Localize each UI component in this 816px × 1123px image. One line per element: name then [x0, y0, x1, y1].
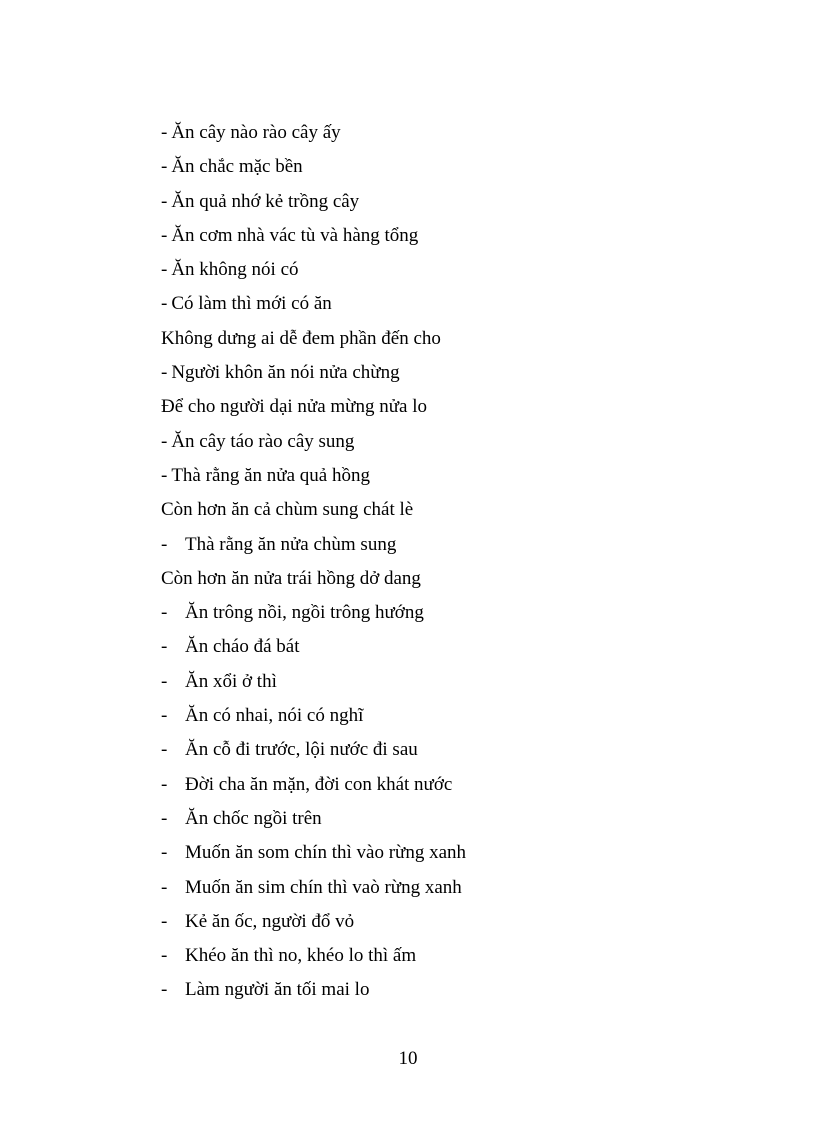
- proverb-text: Ăn có nhai, nói có nghĩ: [185, 705, 364, 727]
- proverb-text: Ăn chắc mặc bền: [171, 156, 303, 178]
- proverb-line: [161, 219, 761, 253]
- proverb-text: Thà rằng ăn nửa quả hồng: [171, 464, 370, 486]
- proverb-text: Không dưng ai dễ đem phần đến cho: [161, 327, 441, 349]
- proverb-text: Ăn cơm nhà vác tù và hàng tổng: [171, 224, 419, 246]
- proverb-line: [161, 905, 761, 939]
- proverb-line: [161, 596, 761, 630]
- proverb-line: [161, 185, 761, 219]
- line-dash-marker: -: [161, 293, 168, 315]
- proverb-line: [161, 356, 761, 390]
- line-dash-marker: -: [161, 876, 168, 898]
- proverb-text: Ăn không nói có: [171, 259, 299, 281]
- proverb-line: [161, 528, 761, 562]
- proverb-text: Còn hơn ăn nửa trái hồng dở dang: [161, 567, 421, 589]
- line-dash-marker: -: [161, 362, 168, 384]
- proverb-line: [161, 699, 761, 733]
- line-dash-marker: -: [161, 773, 168, 795]
- proverb-text: Để cho người dại nửa mừng nửa lo: [161, 396, 427, 418]
- line-dash-marker: -: [161, 739, 168, 761]
- proverb-text: Thà rằng ăn nửa chùm sung: [185, 533, 397, 555]
- proverb-text: Ăn trông nồi, ngồi trông hướng: [185, 602, 424, 624]
- proverb-text: Ăn cỗ đi trước, lội nước đi sau: [185, 739, 418, 761]
- proverb-line: [161, 665, 761, 699]
- proverb-text: Còn hơn ăn cả chùm sung chát lè: [161, 499, 414, 521]
- line-dash-marker: -: [161, 602, 168, 624]
- line-dash-marker: -: [161, 670, 168, 692]
- line-dash-marker: -: [161, 705, 168, 727]
- line-dash-marker: -: [161, 533, 168, 555]
- line-dash-marker: -: [161, 979, 168, 1001]
- proverb-list: [161, 116, 761, 1008]
- proverb-line: [161, 973, 761, 1007]
- proverb-line: [161, 836, 761, 870]
- line-dash-marker: -: [161, 259, 168, 281]
- proverb-line: [161, 322, 761, 356]
- line-dash-marker: -: [161, 807, 168, 829]
- proverb-text: Ăn cháo đá bát: [185, 636, 300, 658]
- line-dash-marker: -: [161, 636, 168, 658]
- proverb-text: Khéo ăn thì no, khéo lo thì ấm: [185, 945, 417, 967]
- proverb-line: [161, 768, 761, 802]
- line-dash-marker: -: [161, 156, 168, 178]
- proverb-line: [161, 630, 761, 664]
- proverb-text: Ăn cây nào rào cây ấy: [171, 122, 341, 143]
- line-dash-marker: -: [161, 464, 168, 486]
- line-dash-marker: -: [161, 190, 168, 212]
- proverb-line: [161, 150, 761, 184]
- proverb-line: [161, 871, 761, 905]
- proverb-line: [161, 390, 761, 424]
- proverb-text: Muốn ăn som chín thì vào rừng xanh: [185, 842, 467, 864]
- proverb-text: Có làm thì mới có ăn: [171, 293, 332, 315]
- proverb-line: [161, 939, 761, 973]
- proverb-text: Kẻ ăn ốc, người đổ vỏ: [185, 910, 355, 932]
- proverb-text: Ăn chốc ngồi trên: [185, 807, 322, 829]
- proverb-text: Người khôn ăn nói nửa chừng: [171, 362, 400, 384]
- line-dash-marker: -: [161, 842, 168, 864]
- proverb-line: [161, 562, 761, 596]
- proverb-text: Ăn xổi ở thì: [185, 670, 277, 692]
- proverb-text: Làm người ăn tối mai lo: [185, 979, 370, 1001]
- proverb-line: [161, 287, 761, 321]
- line-dash-marker: -: [161, 430, 168, 452]
- proverb-line: [161, 459, 761, 493]
- proverb-text: Muốn ăn sim chín thì vaò rừng xanh: [185, 876, 462, 898]
- line-dash-marker: -: [161, 224, 168, 246]
- line-dash-marker: -: [161, 910, 168, 932]
- proverb-line: [161, 253, 761, 287]
- proverb-line: [161, 733, 761, 767]
- proverb-line: [161, 425, 761, 459]
- proverb-line: [161, 802, 761, 836]
- page-number: 10: [398, 1048, 418, 1069]
- line-dash-marker: -: [161, 945, 168, 967]
- proverb-text: Đời cha ăn mặn, đời con khát nước: [185, 773, 453, 795]
- proverb-line: [161, 116, 761, 150]
- proverb-text: Ăn cây táo rào cây sung: [171, 430, 355, 452]
- proverb-text: Ăn quả nhớ kẻ trồng cây: [171, 190, 360, 212]
- proverb-line: [161, 493, 761, 527]
- line-dash-marker: -: [161, 122, 168, 143]
